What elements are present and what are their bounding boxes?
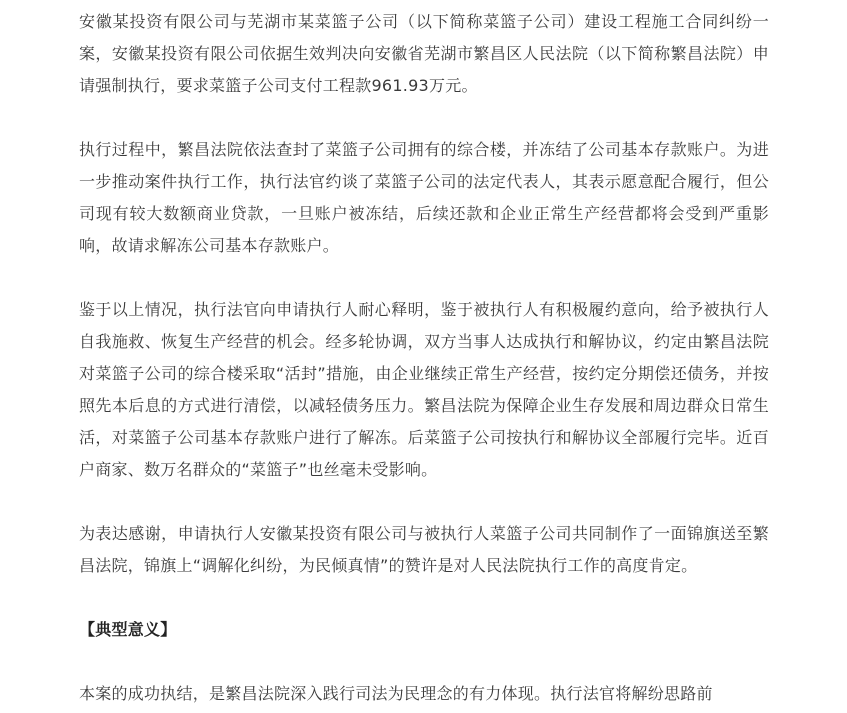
paragraph-significance: 本案的成功执结，是繁昌法院深入践行司法为民理念的有力体现。执行法官将解纷思路前 [79,684,713,703]
paragraph-gratitude: 为表达感谢，申请执行人安徽某投资有限公司与被执行人菜篮子公司共同制作了一面锦旗送至繁昌法院，锦旗上“调解化纠纷，为民倾真情”的赞许是对人民法院执行工作的高度肯定。 [79,524,769,575]
paragraph-case-background: 安徽某投资有限公司与芜湖市某菜篮子公司（以下简称菜篮子公司）建设工程施工合同纠纷一案，安徽某投资有限公司依据生效判决向安徽省芜湖市繁昌区人民法院（以下简称繁昌法院）申请强制执行，要求菜篮子公司支付工程款961.93万元。 [79,12,769,95]
paragraph-execution-process: 执行过程中，繁昌法院依法查封了菜篮子公司拥有的综合楼，并冻结了公司基本存款账户。为进一步推动案件执行工作，执行法官约谈了菜篮子公司的法定代表人，其表示愿意配合履行，但公司现有较大数额商业贷款，一旦账户被冻结，后续还款和企业正常生产经营都将会受到严重影响，故请求解冻公司基本存款账户。 [79,140,769,255]
paragraph-settlement: 鉴于以上情况，执行法官向申请执行人耐心释明，鉴于被执行人有积极履约意向，给予被执行人自我施救、恢复生产经营的机会。经多轮协调，双方当事人达成执行和解协议，约定由繁昌法院对菜篮子公司的综合楼采取“活封”措施，由企业继续正常生产经营，按约定分期偿还债务，并按照先本后息的方式进行清偿，以减轻债务压力。繁昌法院为保障企业生存发展和周边群众日常生活，对菜篮子公司基本存款账户进行了解冻。后菜篮子公司按执行和解协议全部履行完毕。近百户商家、数万名群众的“菜篮子”也丝毫未受影响。 [79,300,769,479]
article-body [79,6,769,710]
section-heading-typical-significance: 【典型意义】 [79,620,177,639]
